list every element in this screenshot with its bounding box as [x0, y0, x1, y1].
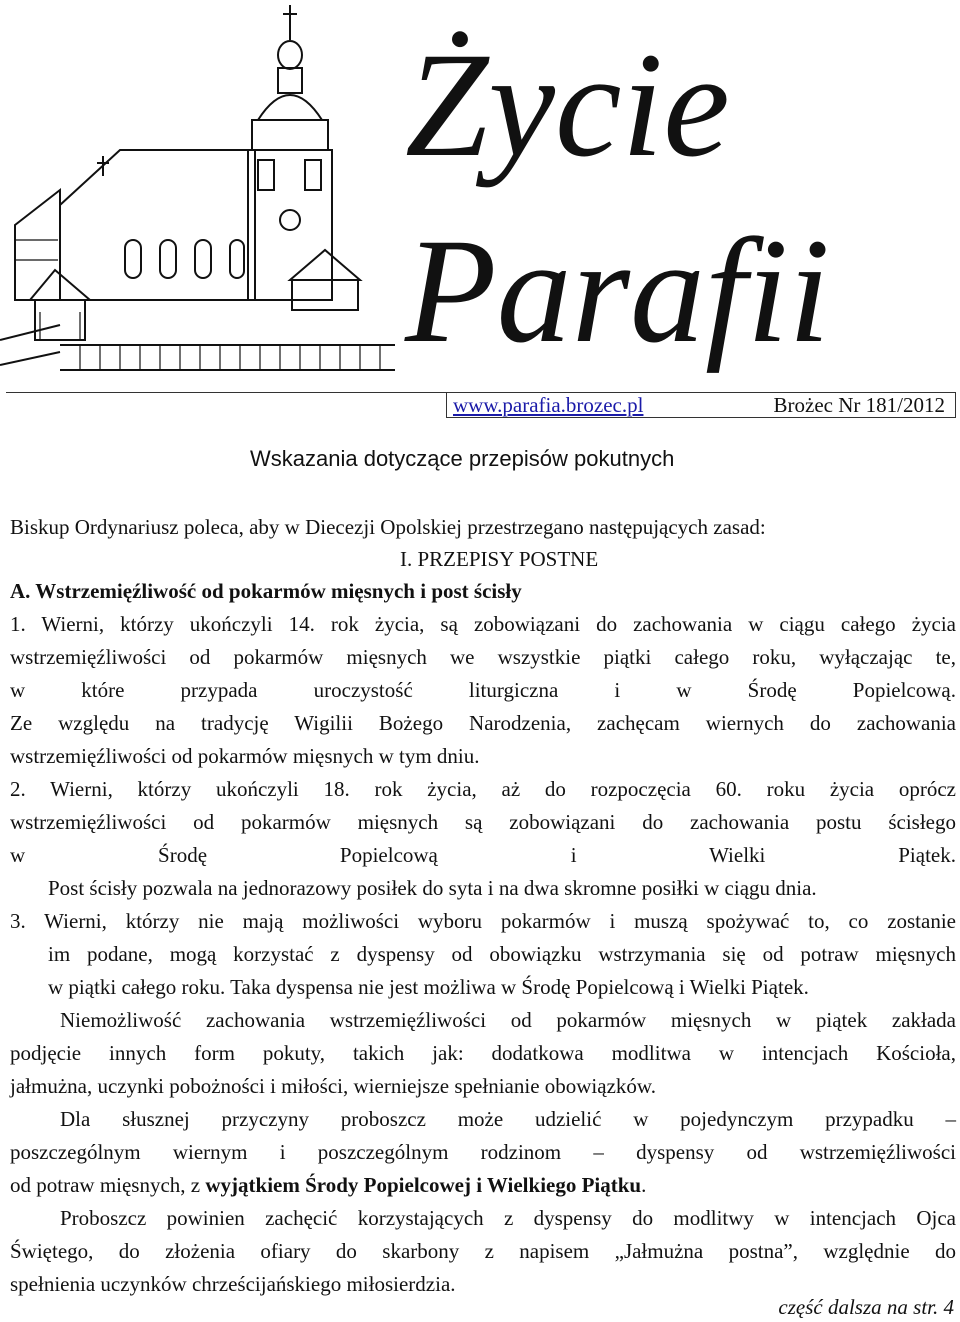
- rule-1-line-3: w które przypada uroczystość liturgiczna i w Środę Popielcową.: [10, 678, 956, 702]
- rule-1-line-5: wstrzemięźliwości od pokarmów mięsnych w tym dniu.: [10, 744, 480, 768]
- paragraph-dispensation-line-1: Dla słusznej przyczyny proboszcz może udzielić w pojedynczym przypadku –: [60, 1107, 956, 1131]
- rule-2-line-4: Post ścisły pozwala na jednorazowy posiłek do syta i na dwa skromne posiłki w ciągu dnia.: [48, 876, 817, 900]
- masthead-title-line1: Życie: [405, 22, 730, 188]
- paragraph-impossibility-line-3: jałmużna, uczynki pobożności i miłości, wierniejsze spełnianie obowiązków.: [10, 1074, 656, 1098]
- rule-1-line-2: wstrzemięźliwości od pokarmów mięsnych we wszystkie piątki całego roku, wyłączając te,: [10, 645, 956, 669]
- rule-2-line-2: wstrzemięźliwości od pokarmów mięsnych są zobowiązani do zachowania postu ścisłego: [10, 810, 956, 834]
- issue-number: Brożec Nr 181/2012: [773, 393, 945, 417]
- rule-2-line-1: 2. Wierni, którzy ukończyli 18. rok życia, aż do rozpoczęcia 60. roku życia oprócz: [10, 777, 956, 801]
- rule-3-line-3: w piątki całego roku. Taka dyspensa nie jest możliwa w Środę Popielcową i Wielki Piątek.: [48, 975, 809, 999]
- rule-3-line-1: 3. Wierni, którzy nie mają możliwości wyboru pokarmów i muszą spożywać to, co zostanie: [10, 909, 956, 933]
- rule-1-line-1: 1. Wierni, którzy ukończyli 14. rok życia, są zobowiązani do zachowania w ciągu całego życia: [10, 612, 956, 636]
- dispensation-period: .: [641, 1173, 647, 1197]
- intro-paragraph: Biskup Ordynariusz poleca, aby w Diecezji Opolskiej przestrzegano następujących zasad:: [10, 515, 766, 539]
- dispensation-exception: wyjątkiem Środy Popielcowej i Wielkiego Piątku: [205, 1173, 642, 1197]
- paragraph-dispensation-line-2: poszczególnym wiernym i poszczególnym rodzinom – dyspensy od wstrzemięźliwości: [10, 1140, 956, 1164]
- masthead-info-box: [446, 392, 956, 418]
- dispensation-text: od potraw mięsnych, z: [10, 1173, 206, 1197]
- paragraph-impossibility-line-2: podjęcie innych form pokuty, takich jak: dodatkowa modlitwa w intencjach Kościoła,: [10, 1041, 956, 1065]
- parish-website-link[interactable]: www.parafia.brozec.pl: [453, 393, 644, 417]
- rule-3-line-2: im podane, mogą korzystać z dyspensy od obowiązku wstrzymania się od potraw mięsnych: [48, 942, 956, 966]
- sub-heading: A. Wstrzemięźliwość od pokarmów mięsnych i post ścisły: [10, 579, 522, 603]
- rule-1-line-4: Ze względu na tradycję Wigilii Bożego Narodzenia, zachęcam wiernych do zachowania: [10, 711, 956, 735]
- church-illustration: [0, 0, 400, 390]
- paragraph-pastor-line-1: Proboszcz powinien zachęcić korzystających z dyspensy do modlitwy w intencjach Ojca: [60, 1206, 956, 1230]
- masthead-title-line2: Parafii: [405, 208, 831, 374]
- paragraph-pastor-line-2: Świętego, do złożenia ofiary do skarbony z napisem „Jałmużna postna”, względnie do: [10, 1239, 956, 1263]
- continued-note: część dalsza na str. 4: [778, 1295, 954, 1319]
- rule-2-line-3: w Środę Popielcową i Wielki Piątek.: [10, 843, 956, 867]
- paragraph-impossibility-line-1: Niemożliwość zachowania wstrzemięźliwości od pokarmów mięsnych w piątek zakłada: [60, 1008, 956, 1032]
- section-heading: Wskazania dotyczące przepisów pokutnych: [250, 446, 675, 471]
- paragraph-dispensation-line-3: [10, 1173, 956, 1198]
- paragraph-pastor-line-3: spełnienia uczynków chrześcijańskiego miłosierdzia.: [10, 1272, 456, 1296]
- roman-heading: I. PRZEPISY POSTNE: [400, 547, 599, 571]
